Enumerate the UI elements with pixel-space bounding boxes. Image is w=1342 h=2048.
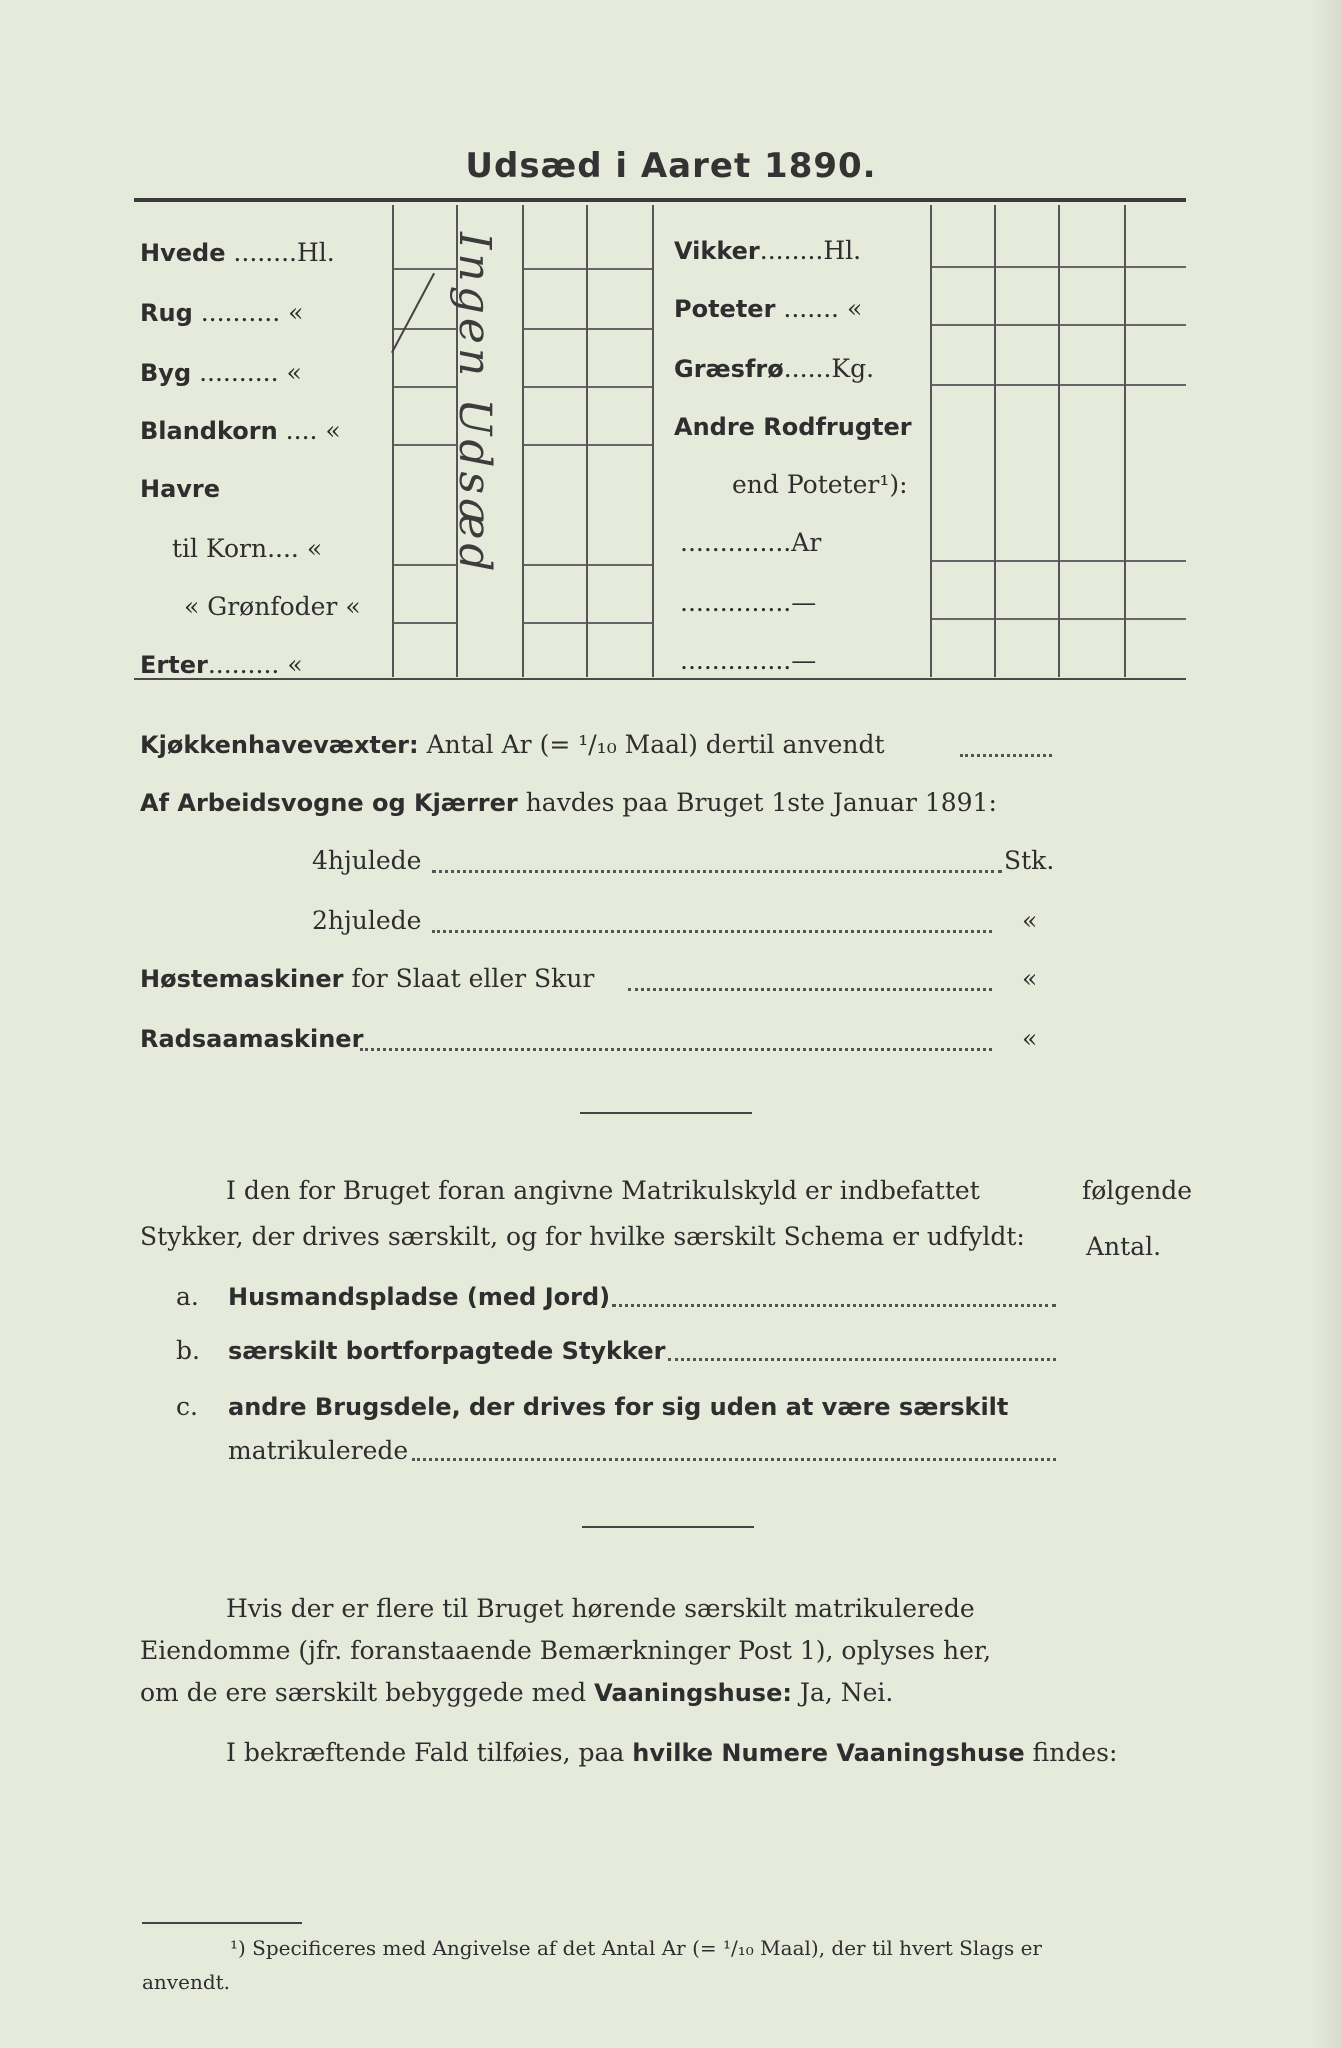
cell-line (932, 618, 994, 620)
kjokkenhave-line: Kjøkkenhavevæxter: Antal Ar (= ¹/₁₀ Maal) dertil anvendt (140, 730, 885, 759)
radsaamaskiner-unit: « (1022, 1024, 1038, 1053)
cell-line (394, 622, 456, 624)
page-edge (1312, 0, 1342, 2048)
dot-leader (360, 1048, 992, 1051)
row-label-gronfoder: « Grønfoder « (184, 592, 361, 621)
item-a-letter: a. (176, 1282, 199, 1311)
footnote-line-2: anvendt. (142, 1970, 231, 1994)
cell-line (524, 564, 586, 566)
cell-line (588, 564, 652, 566)
dot-leader (432, 930, 992, 933)
cell-line (1060, 560, 1124, 562)
cell-line (996, 618, 1058, 620)
row-label-erter: Erter......... « (140, 650, 303, 679)
row-label-end-poteter: end Poteter¹): (732, 470, 908, 499)
cell-line (588, 622, 652, 624)
row-label-andre-rodfrugter: Andre Rodfrugter (674, 413, 912, 441)
row-label-hvede: Hvede ........Hl. (140, 238, 335, 267)
item-c-text: andre Brugsdele, der drives for sig uden at være særskilt (228, 1393, 1009, 1421)
cell-line (932, 266, 994, 268)
cell-line (394, 268, 456, 270)
col-line (994, 205, 996, 677)
hjul4-unit: Stk. (1004, 846, 1055, 875)
cell-line (932, 384, 994, 386)
row-label-blank-2: ..............— (680, 646, 817, 675)
bekraeftende-line: I bekræftende Fald tilføies, paa hvilke Numere Vaaningshuse findes: (226, 1738, 1118, 1767)
col-line (1058, 205, 1060, 677)
row-label-ar: ..............Ar (680, 528, 822, 557)
cell-line (524, 268, 586, 270)
cell-line (588, 386, 652, 388)
cell-line (1126, 618, 1186, 620)
hostemaskiner-unit: « (1022, 964, 1038, 993)
footnote-line-1: ¹) Specificeres med Angivelse af det Antal Ar (= ¹/₁₀ Maal), der til hvert Slags er (230, 1936, 1042, 1960)
row-label-havre: Havre (140, 475, 221, 503)
cell-line (996, 266, 1058, 268)
col-line (652, 205, 654, 677)
item-a-text: Husmandspladse (med Jord) (228, 1283, 611, 1311)
handwritten-note: Ingen Udsæd (449, 232, 500, 576)
cell-line (996, 384, 1058, 386)
hjul4-label: 4hjulede (312, 846, 422, 875)
radsaamaskiner-line: Radsaamaskiner (140, 1025, 364, 1053)
arbeidsvogne-line: Af Arbeidsvogne og Kjærrer havdes paa Bruget 1ste Januar 1891: (140, 788, 997, 817)
row-label-rug: Rug .......... « (140, 298, 304, 327)
cell-line (394, 386, 456, 388)
folgende-word: følgende (1082, 1176, 1192, 1205)
item-c-letter: c. (176, 1392, 198, 1421)
cell-line (588, 444, 652, 446)
antal-header: Antal. (1086, 1232, 1162, 1261)
row-label-byg: Byg .......... « (140, 358, 302, 387)
cell-line (1126, 384, 1186, 386)
eiendomme-line-1: Hvis der er flere til Bruget hørende særskilt matrikulerede (226, 1594, 975, 1623)
section-separator (582, 1526, 754, 1528)
matrikul-paragraph-line-1: I den for Bruget foran angivne Matrikulskyld er indbefattet (226, 1176, 980, 1205)
row-label-til-korn: til Korn.... « (172, 534, 323, 563)
row-label-vikker: Vikker........Hl. (674, 236, 862, 265)
cell-line (524, 386, 586, 388)
cell-line (524, 444, 586, 446)
dot-leader (628, 988, 992, 991)
row-label-blandkorn: Blandkorn .... « (140, 416, 341, 445)
cell-line (932, 560, 994, 562)
cell-line (588, 328, 652, 330)
row-label-graesfro: Græsfrø......Kg. (674, 354, 875, 383)
col-line (930, 205, 932, 677)
section-separator (580, 1112, 752, 1114)
eiendomme-line-3: om de ere særskilt bebyggede med Vaaningshuse: Ja, Nei. (140, 1678, 894, 1707)
cell-line (996, 324, 1058, 326)
dot-leader (960, 754, 1052, 757)
item-c-continued: matrikulerede (228, 1436, 409, 1465)
eiendomme-line-2: Eiendomme (jfr. foranstaaende Bemærkninger Post 1), oplyses her, (140, 1636, 992, 1665)
cell-line (932, 324, 994, 326)
cell-line (1060, 618, 1124, 620)
cell-line (394, 444, 456, 446)
row-label-poteter: Poteter ....... « (674, 294, 863, 323)
cell-line (1126, 560, 1186, 562)
cell-line (1060, 384, 1124, 386)
cell-line (1060, 266, 1124, 268)
cell-line (1060, 324, 1124, 326)
hjul2-label: 2hjulede (312, 906, 422, 935)
hostemaskiner-line: Høstemaskiner for Slaat eller Skur (140, 964, 595, 993)
dot-leader (412, 1458, 1056, 1461)
item-b-text: særskilt bortforpagtede Stykker (228, 1337, 666, 1365)
col-line (586, 205, 588, 677)
page-title: Udsæd i Aaret 1890. (465, 146, 877, 186)
col-line (1124, 205, 1126, 677)
handwritten-stroke (391, 273, 435, 353)
cell-line (996, 560, 1058, 562)
cell-line (1126, 324, 1186, 326)
col-line (392, 205, 394, 677)
cell-line (394, 564, 456, 566)
footnote-rule (142, 1922, 302, 1924)
item-b-letter: b. (176, 1336, 200, 1365)
dot-leader (668, 1358, 1056, 1361)
matrikul-paragraph-line-2: Stykker, der drives særskilt, og for hvilke særskilt Schema er udfyldt: (140, 1222, 1025, 1251)
cell-line (524, 622, 586, 624)
dot-leader (432, 870, 1002, 873)
cell-line (524, 328, 586, 330)
col-line (522, 205, 524, 677)
dot-leader (612, 1304, 1056, 1307)
hjul2-unit: « (1022, 906, 1038, 935)
table-top-rule (134, 198, 1186, 202)
cell-line (1126, 266, 1186, 268)
cell-line (588, 268, 652, 270)
row-label-blank-1: ..............— (680, 588, 817, 617)
